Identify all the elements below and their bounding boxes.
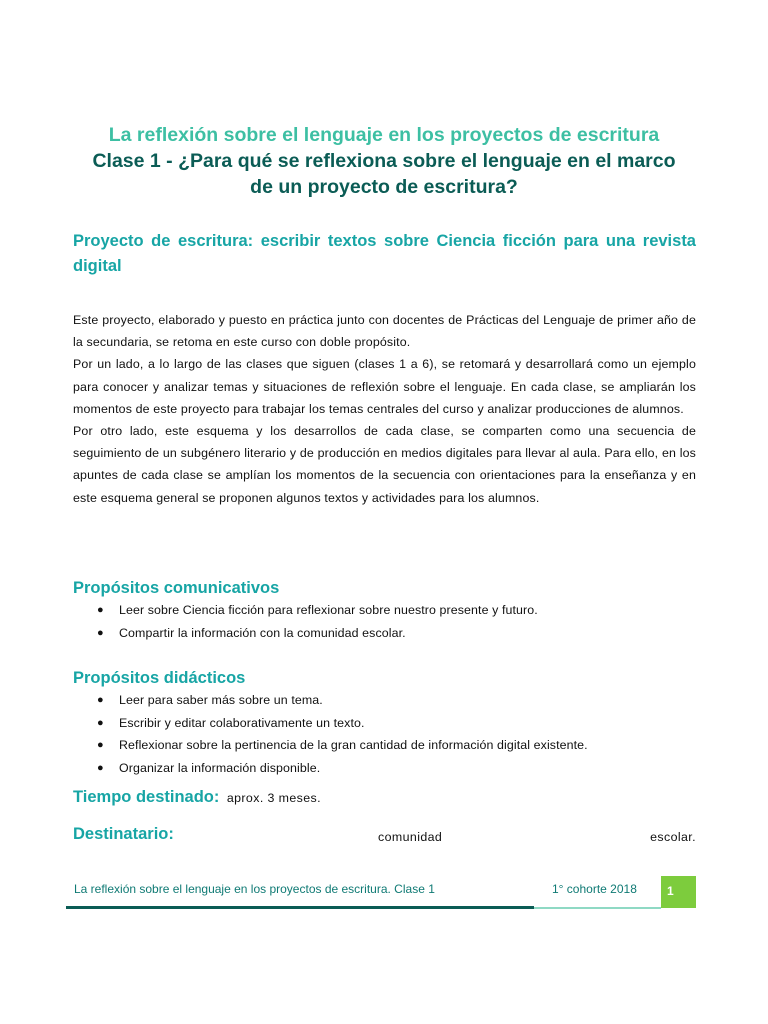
time-allotted-label: Tiempo destinado: [73,788,220,806]
bullet-icon: ● [97,626,104,639]
intro-paragraph-2: Por un lado, a lo largo de las clases que siguen (clases 1 a 6), se retomará y desarrollará como un ejemplo para conocer y analizar temas y situaciones de reflexión sobre el lenguaje. En cada clase, se ampliarán los momentos de este proyecto para trabajar los temas centrales del curso y analizar producciones de alumnos. [73,357,696,416]
didactic-purposes-list [73,689,696,779]
list-item [73,622,696,645]
document-heading [60,122,708,200]
intro-text [73,309,696,509]
recipient-value-word-1: comunidad [378,830,443,844]
recipient-value-word-2: escolar. [650,830,696,844]
footer-title: La reflexión sobre el lenguaje en los proyectos de escritura. Clase 1 [74,882,435,896]
page-footer [66,876,696,910]
time-allotted [73,788,696,807]
intro-paragraph-1: Este proyecto, elaborado y puesto en práctica junto con docentes de Prácticas del Lenguaje de primer año de la secundaria, se retoma en este curso con doble propósito. [73,313,696,350]
bullet-icon: ● [97,694,104,706]
bullet-icon: ● [97,761,104,774]
list-item-text: Escribir y editar colaborativamente un texto. [119,715,365,730]
communicative-purposes-list [73,599,696,644]
page-number-badge: 1 [661,876,696,908]
bullet-icon: ● [97,604,104,616]
list-item [73,757,696,780]
class-subtitle-line-1: Clase 1 - ¿Para qué se reflexiona sobre el lenguaje en el marco [92,150,676,172]
list-item-text: Reflexionar sobre la pertinencia de la gran cantidad de información digital existente. [119,738,588,752]
communicative-purposes-heading: Propósitos comunicativos [73,579,280,597]
list-item [73,734,696,757]
list-item-text: Leer para saber más sobre un tema. [119,693,323,707]
document-title: La reflexión sobre el lenguaje en los proyectos de escritura [108,124,660,146]
bullet-icon: ● [97,716,104,729]
list-item [73,599,696,622]
didactic-purposes-heading: Propósitos didácticos [73,669,246,687]
list-item [73,712,696,735]
footer-divider-light [534,907,661,909]
project-title: Proyecto de escritura: escribir textos sobre Ciencia ficción para una revista digital [73,232,696,275]
list-item [73,689,696,712]
footer-cohort: 1° cohorte 2018 [552,882,637,896]
footer-divider-dark [66,906,534,909]
recipient-label: Destinatario: [73,825,174,843]
recipient [73,825,696,849]
list-item-text: Organizar la información disponible. [119,760,321,775]
list-item-text: Compartir la información con la comunidad escolar. [119,625,406,640]
didactic-purposes-section [73,667,696,779]
communicative-purposes-section [73,577,696,644]
class-subtitle-line-2: de un proyecto de escritura? [250,176,518,198]
intro-paragraph-3: Por otro lado, este esquema y los desarrollos de cada clase, se comparten como una secuencia de seguimiento de un subgénero literario y de producción en medios digitales para llevar al aula. Para ello, en los apuntes de cada clase se amplían los momentos de la secuencia con orientaciones para la enseñanza y en este esquema general se proponen algunos textos y actividades para los alumnos. [73,424,696,505]
time-allotted-value: aprox. 3 meses. [226,791,321,805]
list-item-text: Leer sobre Ciencia ficción para reflexionar sobre nuestro presente y futuro. [119,603,538,617]
bullet-icon: ● [97,739,104,751]
